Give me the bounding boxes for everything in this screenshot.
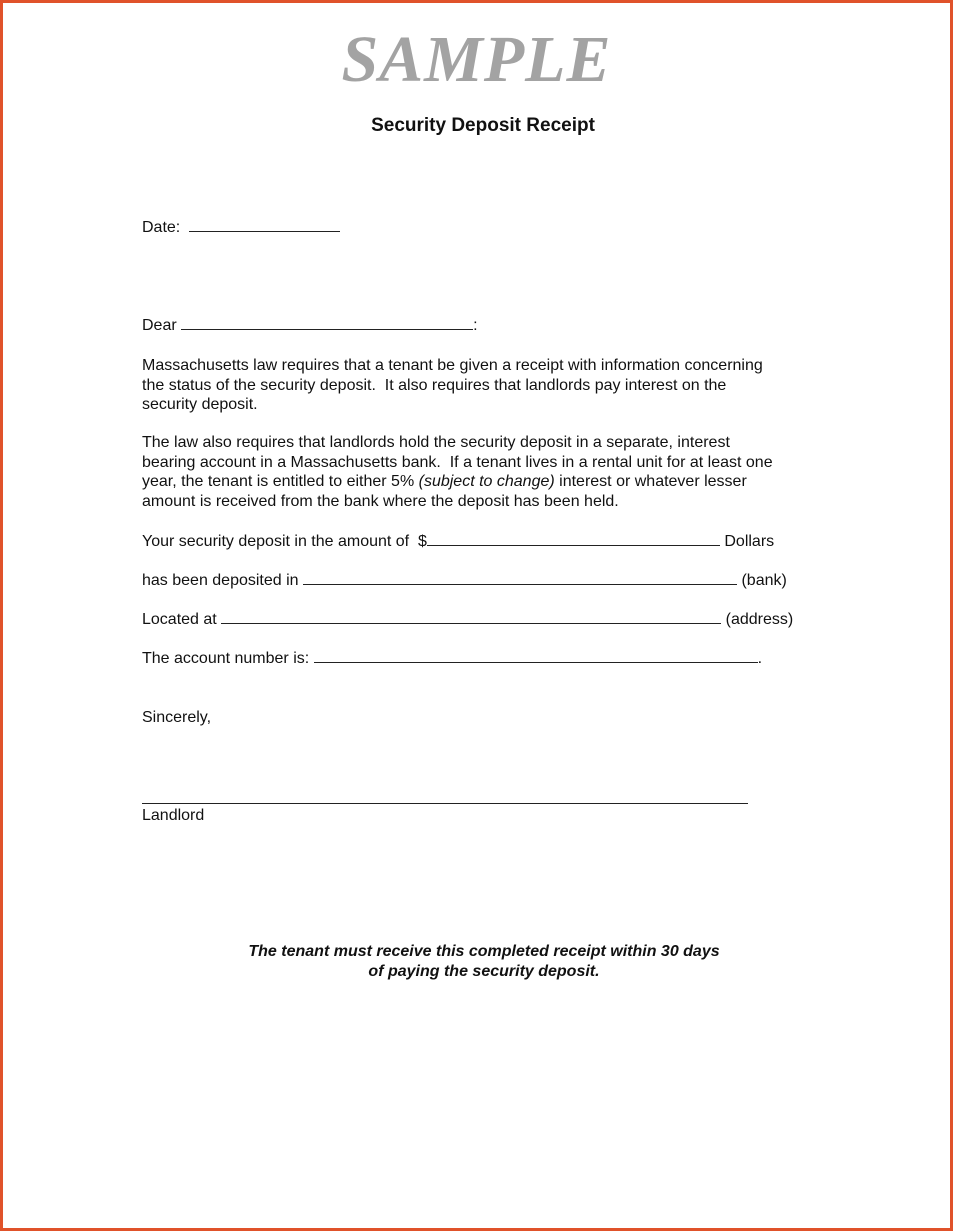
deposit-amount-label: Your security deposit in the amount of $: [142, 533, 427, 550]
closing: Sincerely,: [142, 709, 212, 726]
account-number-field: [314, 649, 758, 663]
signature-line: [142, 803, 748, 804]
tenant-name-field: [181, 316, 473, 330]
account-number-suffix: .: [757, 650, 763, 667]
notice-line: of paying the security deposit.: [368, 963, 600, 980]
address-field: [221, 610, 721, 624]
paragraph-2-line: bearing account in a Massachusetts bank. If a tenant lives in a rental unit for at least one: [142, 453, 773, 471]
paragraph-2: [142, 433, 842, 511]
paragraph-1-line: security deposit.: [142, 396, 258, 413]
paragraph-1-line: Massachusetts law requires that a tenant be given a receipt with information concerning: [142, 357, 763, 374]
address-label: Located at: [142, 611, 222, 628]
bank-suffix: (bank): [737, 572, 787, 589]
deposit-amount-row: [142, 532, 774, 551]
paragraph-1-line: the status of the security deposit. It also requires that landlords pay interest on the: [142, 376, 727, 394]
account-number-row: [142, 649, 762, 668]
date-label: Date:: [142, 219, 181, 236]
salutation-row: [142, 316, 478, 335]
bank-field: [303, 571, 737, 585]
bank-label: has been deposited in: [142, 572, 304, 589]
date-field: [189, 218, 340, 232]
deposit-amount-field: [427, 532, 720, 546]
paragraph-2-line: amount is received from the bank where the deposit has been held.: [142, 492, 619, 510]
account-number-label: The account number is:: [142, 650, 314, 667]
date-row: [142, 218, 340, 237]
paragraph-1: [142, 356, 842, 415]
paragraph-2-line3-prefix: year, the tenant is entitled to either 5%: [142, 473, 419, 490]
paragraph-2-line3-suffix: interest or whatever lesser: [554, 473, 747, 490]
notice-line: The tenant must receive this completed receipt within 30 days: [248, 943, 720, 960]
paragraph-2-line: [142, 472, 842, 492]
dear-suffix: :: [473, 317, 478, 334]
subject-to-change-note: (subject to change): [418, 473, 555, 490]
address-row: [142, 610, 793, 629]
sample-watermark: SAMPLE: [341, 23, 612, 96]
address-suffix: (address): [721, 611, 794, 628]
page-title: Security Deposit Receipt: [371, 115, 595, 136]
paragraph-2-line: The law also requires that landlords hold the security deposit in a separate, interest: [142, 434, 730, 451]
dear-label: Dear: [142, 317, 177, 334]
deadline-notice: [0, 942, 953, 982]
signature-label: Landlord: [142, 807, 205, 824]
bank-row: [142, 571, 787, 590]
deposit-amount-suffix: Dollars: [719, 533, 775, 550]
